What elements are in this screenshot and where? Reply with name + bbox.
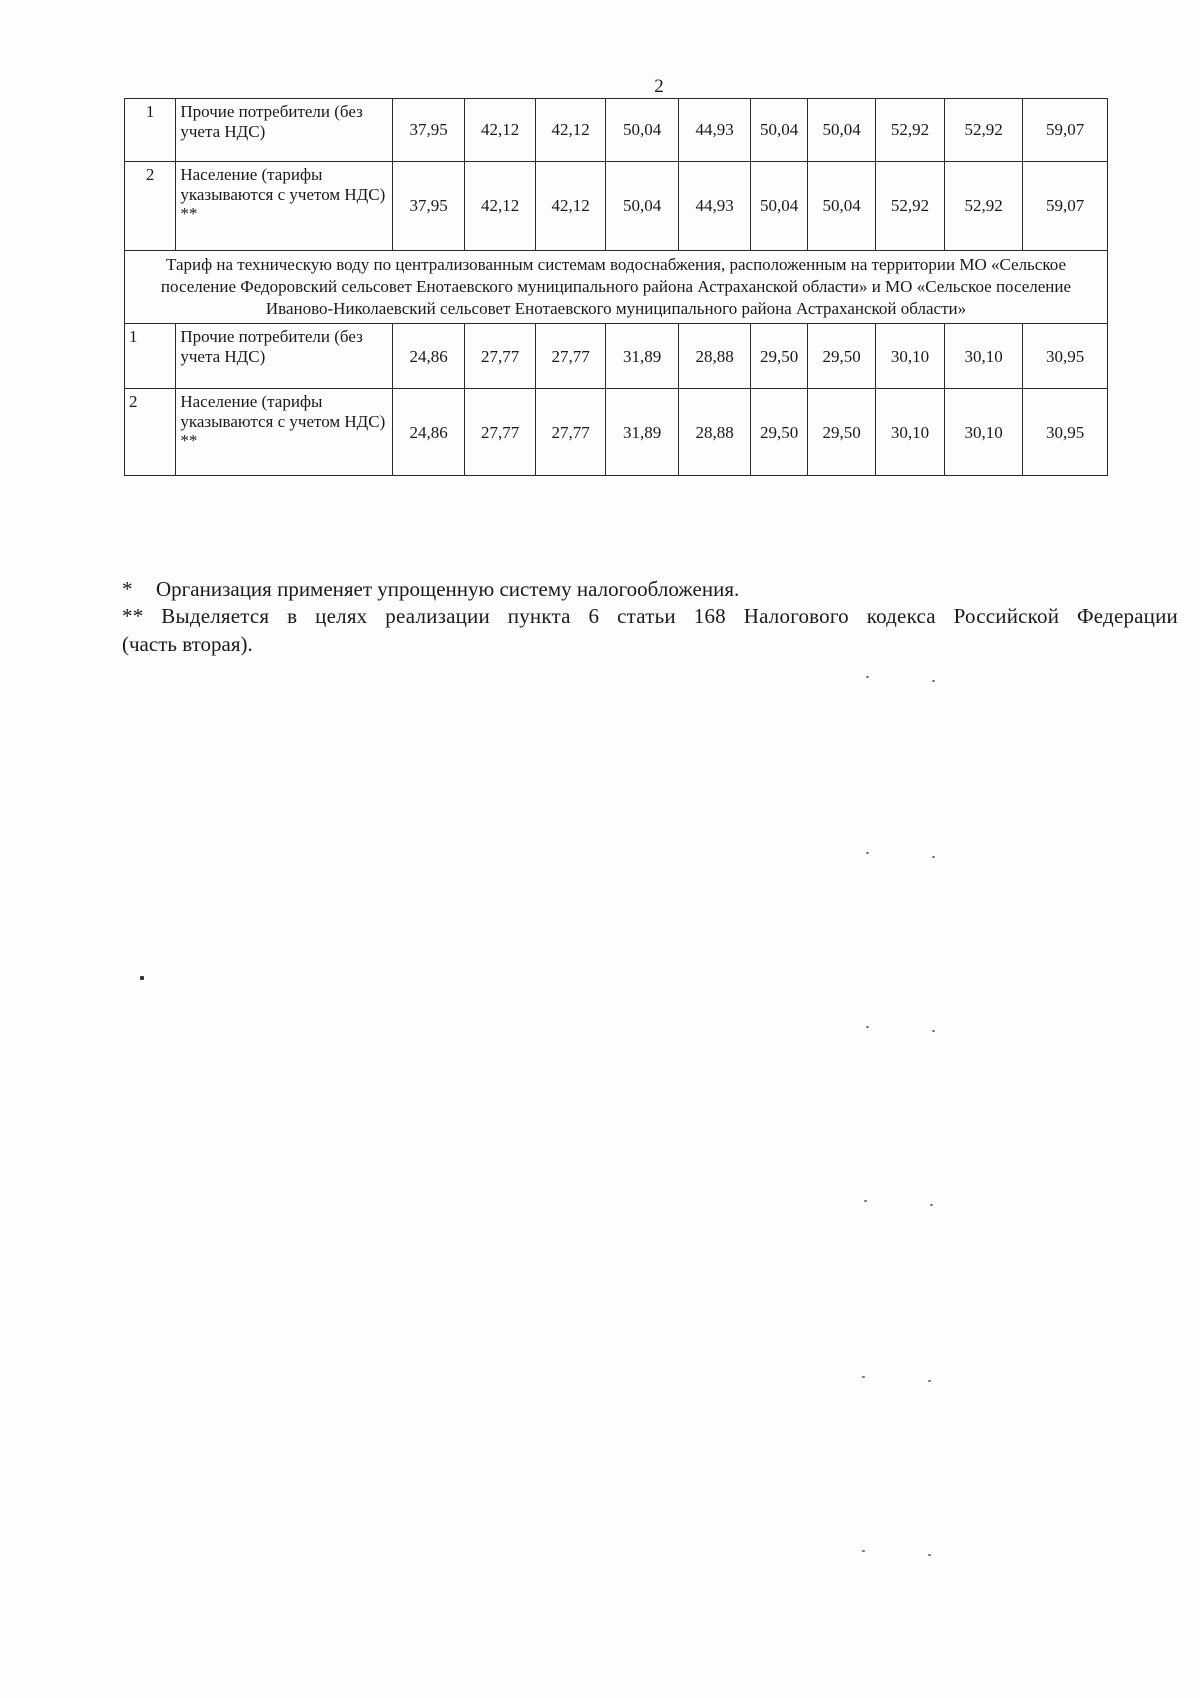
tariff-value: 29,50 bbox=[751, 324, 807, 389]
tariff-value: 42,12 bbox=[535, 162, 606, 251]
scan-speck bbox=[866, 852, 869, 854]
section-header-row bbox=[125, 251, 1108, 324]
scan-speck bbox=[862, 1550, 865, 1552]
tariff-value: 42,12 bbox=[465, 99, 536, 162]
tariff-value: 52,92 bbox=[876, 99, 944, 162]
footnote-1 bbox=[122, 576, 1178, 603]
scan-speck bbox=[928, 1380, 931, 1382]
footnote-text: Выделяется в целях реализации пункта 6 статьи 168 Налогового кодекса Российской Федерации bbox=[161, 604, 1178, 629]
tariff-value: 50,04 bbox=[807, 162, 875, 251]
tariff-value: 44,93 bbox=[678, 162, 751, 251]
tariff-value: 50,04 bbox=[751, 99, 807, 162]
scan-speck bbox=[928, 1554, 931, 1556]
tariff-value: 59,07 bbox=[1023, 99, 1108, 162]
tariff-value: 30,95 bbox=[1023, 389, 1108, 476]
consumer-name: Население (тарифы указываются с учетом НДС) ** bbox=[176, 389, 393, 476]
tariff-value: 50,04 bbox=[606, 162, 679, 251]
tariff-value: 24,86 bbox=[392, 389, 465, 476]
row-number: 2 bbox=[125, 162, 176, 251]
row-number: 1 bbox=[125, 324, 176, 389]
tariff-value: 31,89 bbox=[606, 389, 679, 476]
consumer-name: Прочие потребители (без учета НДС) bbox=[176, 99, 393, 162]
tariff-value: 29,50 bbox=[807, 389, 875, 476]
tariff-value: 27,77 bbox=[535, 324, 606, 389]
tariff-value: 50,04 bbox=[751, 162, 807, 251]
tariff-value: 29,50 bbox=[751, 389, 807, 476]
table-row bbox=[125, 99, 1108, 162]
row-number: 2 bbox=[125, 389, 176, 476]
tariff-value: 28,88 bbox=[678, 389, 751, 476]
tariff-value: 29,50 bbox=[807, 324, 875, 389]
footnote-2-continuation: (часть вторая). bbox=[122, 631, 253, 656]
tariff-value: 37,95 bbox=[392, 99, 465, 162]
footnote-mark: * bbox=[122, 577, 133, 601]
page-number: 2 bbox=[654, 76, 664, 97]
tariff-value: 28,88 bbox=[678, 324, 751, 389]
footnote-text: Организация применяет упрощенную систему налогообложения. bbox=[156, 577, 740, 601]
table-row bbox=[125, 389, 1108, 476]
tariff-value: 52,92 bbox=[944, 99, 1023, 162]
consumer-name: Население (тарифы указываются с учетом НДС) ** bbox=[176, 162, 393, 251]
tariff-value: 50,04 bbox=[606, 99, 679, 162]
tariff-value: 44,93 bbox=[678, 99, 751, 162]
footnotes bbox=[122, 576, 1178, 658]
table-row bbox=[125, 324, 1108, 389]
scan-speck bbox=[932, 856, 935, 858]
scan-speck bbox=[866, 676, 869, 678]
tariff-value: 30,10 bbox=[876, 389, 944, 476]
tariff-value: 31,89 bbox=[606, 324, 679, 389]
tariff-value: 30,95 bbox=[1023, 324, 1108, 389]
scan-speck bbox=[140, 976, 144, 980]
tariff-value: 42,12 bbox=[465, 162, 536, 251]
tariff-value: 30,10 bbox=[876, 324, 944, 389]
tariff-value: 27,77 bbox=[535, 389, 606, 476]
tariff-value: 50,04 bbox=[807, 99, 875, 162]
footnote-mark: ** bbox=[122, 604, 144, 629]
tariff-value: 42,12 bbox=[535, 99, 606, 162]
tariff-value: 30,10 bbox=[944, 389, 1023, 476]
consumer-name: Прочие потребители (без учета НДС) bbox=[176, 324, 393, 389]
footnote-2 bbox=[122, 603, 1178, 630]
tariff-value: 30,10 bbox=[944, 324, 1023, 389]
tariff-value: 52,92 bbox=[876, 162, 944, 251]
tariff-value: 59,07 bbox=[1023, 162, 1108, 251]
scan-speck bbox=[932, 680, 935, 682]
scan-speck bbox=[864, 1200, 867, 1202]
scan-speck bbox=[862, 1376, 865, 1378]
tariff-value: 52,92 bbox=[944, 162, 1023, 251]
tariff-table bbox=[124, 98, 1108, 476]
tariff-value: 27,77 bbox=[465, 389, 536, 476]
scan-speck bbox=[932, 1030, 935, 1032]
scan-speck bbox=[866, 1026, 869, 1028]
table-row bbox=[125, 162, 1108, 251]
row-number: 1 bbox=[125, 99, 176, 162]
section-title: Тариф на техническую воду по централизованным системам водоснабжения, расположенным на территории МО «Сельское поселение Федоровский сельсовет Енотаевского муниципального района Астраханской области» и МО «Сельское поселение Иваново-Николаевский сельсовет Енотаевского муниципального района Астраханской области» bbox=[125, 251, 1108, 324]
tariff-value: 27,77 bbox=[465, 324, 536, 389]
tariff-value: 37,95 bbox=[392, 162, 465, 251]
tariff-value: 24,86 bbox=[392, 324, 465, 389]
scan-speck bbox=[930, 1204, 933, 1206]
